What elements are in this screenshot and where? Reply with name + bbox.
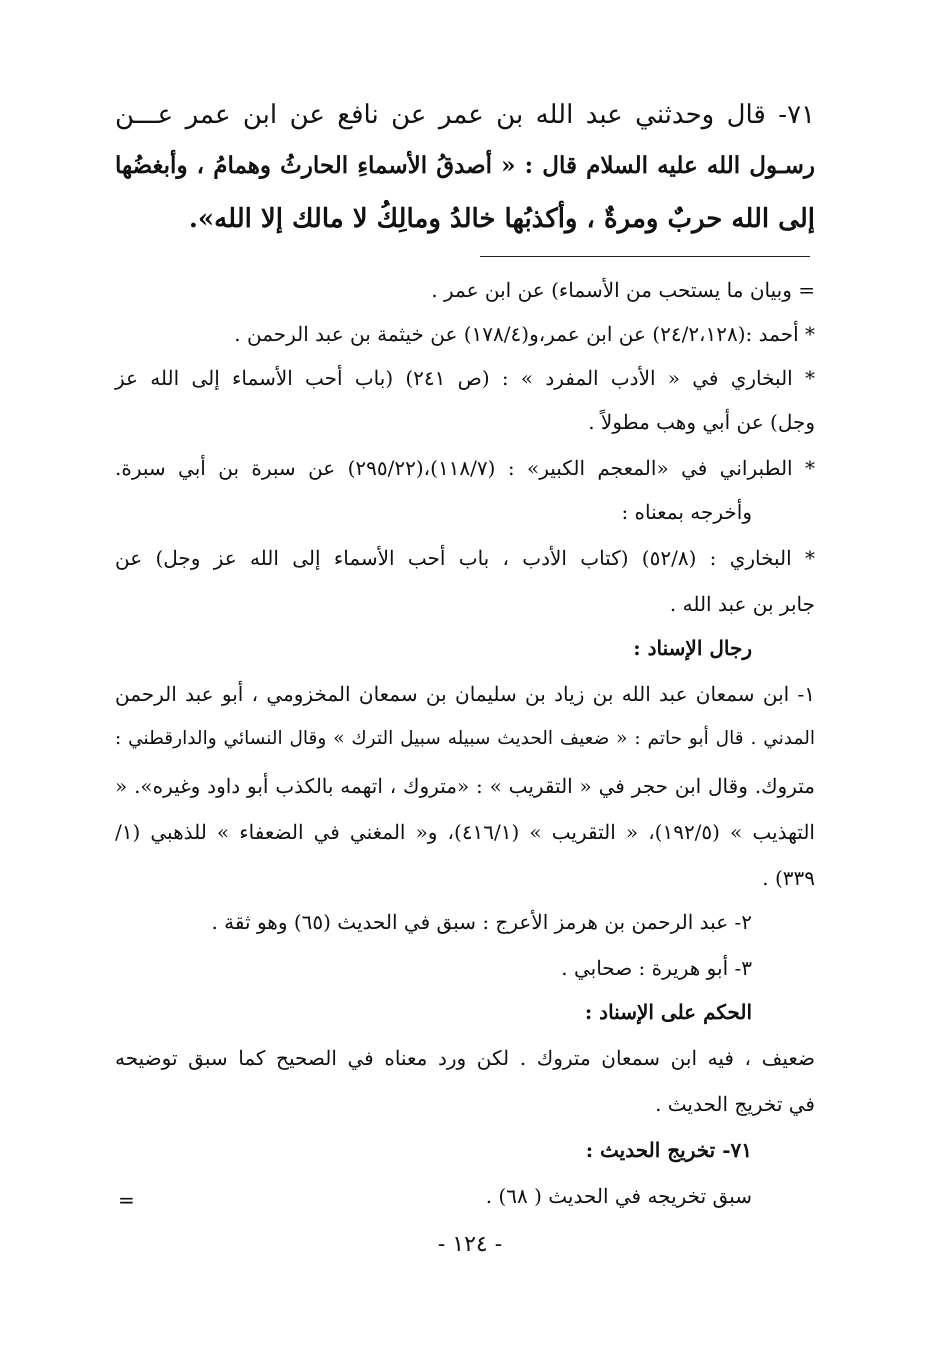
footnote-line: ١- ابن سمعان عبد الله بن زياد بن سليمان بن سمعان المخزومي ، أبو عبد الرحمن xyxy=(115,682,815,706)
footnote-line: سبق تخريجه في الحديث ( ٦٨) . xyxy=(485,1184,752,1208)
footnote-line: جابر بن عبد الله . xyxy=(669,592,815,616)
hadith-line-3: إلى الله حربٌ ومرةٌ ، وأكذبُها خالدُ ومالِكُ لا مالك إلا الله». xyxy=(188,204,815,234)
footnote-line: ٢- عبد الرحمن بن هرمز الأعرج : سبق في الحديث (٦٥) وهو ثقة . xyxy=(211,910,752,934)
footnote-line: وجل) عن أبي وهب مطولاً . xyxy=(588,410,815,434)
footnote-line: * البخاري : (٥٢/٨) (كتاب الأدب ، باب أحب الأسماء إلى الله عز وجل) عن xyxy=(115,546,815,570)
page-number: - ١٢٤ - xyxy=(437,1232,503,1257)
section-heading-takhrij: ٧١- تخريج الحديث : xyxy=(585,1138,752,1162)
footnote-line: وأخرجه بمعناه : xyxy=(621,500,752,524)
hadith-line-2: رسـول الله عليه السلام قال : « أصدقُ الأسماءِ الحارثُ وهمامُ ، وأبغضُها xyxy=(115,152,815,179)
footnote-line: = وبيان ما يستحب من الأسماء) عن ابن عمر . xyxy=(431,278,815,302)
footnote-line: * أحمد :(٢٤/٢،١٢٨) عن ابن عمر،و(١٧٨/٤) عن خيثمة بن عبد الرحمن . xyxy=(234,322,815,346)
footnote-separator xyxy=(480,256,810,257)
footnote-line: * البخاري في « الأدب المفرد » : (ص ٢٤١) (باب أحب الأسماء إلى الله عز xyxy=(115,366,815,390)
footnote-line: ٣٣٩) . xyxy=(762,866,815,890)
hadith-line-1: ٧١- قال وحدثني عبد الله بن عمر عن نافع عن ابن عمر عـــن xyxy=(115,100,815,130)
footnote-line: ٣- أبو هريرة : صحابي . xyxy=(561,956,752,980)
continuation-mark: = xyxy=(118,1188,135,1212)
footnote-line: المدني . قال أبو حاتم : « ضعيف الحديث سبيله سبيل الترك » وقال النسائي والدارقطني : xyxy=(115,728,815,749)
footnote-line: * الطبراني في «المعجم الكبير» : (١١٨/٧)،(٢٩٥/٢٢) عن سبرة بن أبي سبرة. xyxy=(115,456,815,480)
section-heading-isnad-men: رجال الإسناد : xyxy=(633,636,752,660)
footnote-line: التهذيب » (١٩٢/٥)، « التقريب » (٤١٦/١)، و« المغني في الضعفاء » للذهبي (١/ xyxy=(115,820,815,844)
section-heading-ruling: الحكم على الإسناد : xyxy=(584,1000,752,1024)
footnote-line: ضعيف ، فيه ابن سمعان متروك . لكن ورد معناه في الصحيح كما سبق توضيحه xyxy=(115,1046,815,1070)
footnote-line: في تخريج الحديث . xyxy=(655,1092,815,1116)
footnote-line: متروك. وقال ابن حجر في « التقريب » : «متروك ، اتهمه بالكذب أبو داود وغيره». « xyxy=(115,774,815,798)
